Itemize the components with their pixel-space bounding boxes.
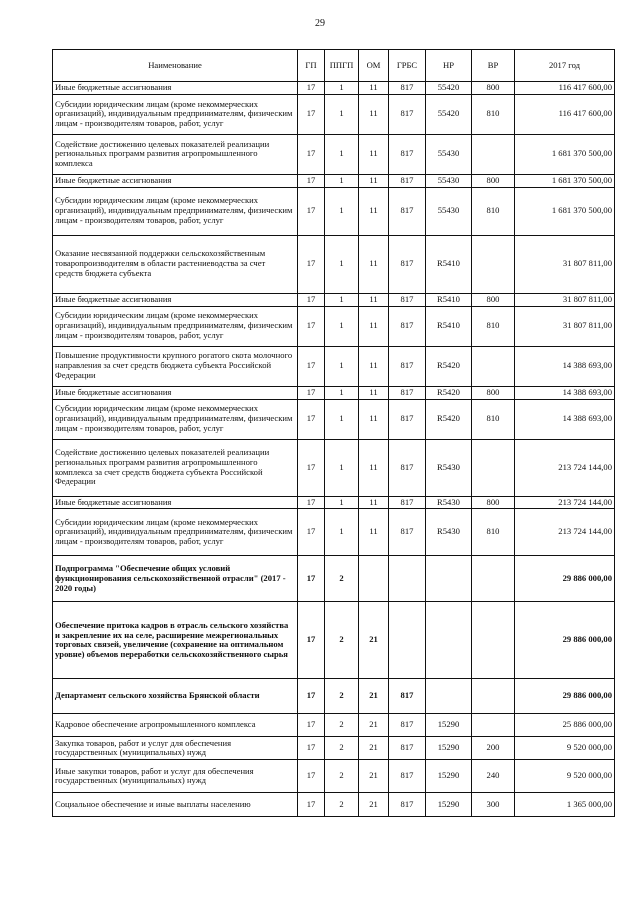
table-cell-om: 21 (359, 602, 389, 679)
table-cell-gp: 17 (298, 386, 325, 399)
table-cell-gp: 17 (298, 714, 325, 737)
table-cell-om: 11 (359, 496, 389, 509)
table-cell-name: Кадровое обеспечение агропромышленного комплекса (53, 714, 298, 737)
table-cell-sum: 213 724 144,00 (515, 509, 615, 556)
table-cell-nr (426, 679, 472, 714)
col-header-grbs: ГРБС (389, 50, 426, 82)
table-cell-name: Обеспечение притока кадров в отрасль сельского хозяйства и закрепление их на селе, расширение межрегиональных торговых связей, увеличение (сохранение на оптимальном уровне) объемов переработки сельскохозяйственного сырья (53, 602, 298, 679)
table-cell-ppgp: 1 (325, 346, 359, 386)
table-cell-ppgp: 1 (325, 82, 359, 95)
table-cell-nr: 55420 (426, 94, 472, 134)
table-cell-om: 11 (359, 235, 389, 293)
table-cell-name: Иные бюджетные ассигнования (53, 386, 298, 399)
table-cell-vr (472, 134, 515, 174)
table-cell-gp: 17 (298, 793, 325, 817)
table-cell-nr: R5410 (426, 235, 472, 293)
table-cell-grbs: 817 (389, 346, 426, 386)
table-cell-sum: 29 886 000,00 (515, 679, 615, 714)
table-cell-om: 11 (359, 386, 389, 399)
table-cell-vr (472, 679, 515, 714)
table-cell-nr: R5420 (426, 386, 472, 399)
table-row (53, 187, 615, 235)
table-cell-gp: 17 (298, 737, 325, 760)
table-cell-vr: 810 (472, 509, 515, 556)
table-cell-grbs: 817 (389, 293, 426, 306)
table-cell-vr (472, 439, 515, 496)
table-cell-sum: 31 807 811,00 (515, 235, 615, 293)
table-cell-ppgp: 2 (325, 760, 359, 793)
table-cell-vr (472, 556, 515, 602)
table-row (53, 793, 615, 817)
table-cell-grbs: 817 (389, 793, 426, 817)
table-cell-ppgp: 1 (325, 509, 359, 556)
table-cell-gp: 17 (298, 293, 325, 306)
table-cell-sum: 14 388 693,00 (515, 346, 615, 386)
table-cell-gp: 17 (298, 346, 325, 386)
table-cell-sum: 14 388 693,00 (515, 399, 615, 439)
table-cell-grbs: 817 (389, 235, 426, 293)
table-cell-sum: 116 417 600,00 (515, 82, 615, 95)
table-cell-grbs: 817 (389, 386, 426, 399)
table-cell-ppgp: 2 (325, 556, 359, 602)
col-header-gp: ГП (298, 50, 325, 82)
col-header-vr: ВР (472, 50, 515, 82)
table-cell-sum: 31 807 811,00 (515, 306, 615, 346)
table-cell-gp: 17 (298, 556, 325, 602)
table-cell-vr: 810 (472, 306, 515, 346)
table-cell-sum: 116 417 600,00 (515, 94, 615, 134)
table-cell-nr (426, 556, 472, 602)
budget-table (52, 49, 615, 817)
table-row (53, 496, 615, 509)
table-cell-vr: 800 (472, 496, 515, 509)
table-cell-name: Субсидии юридическим лицам (кроме некоммерческих организаций), индивидуальным предпринимателям, физическим лицам - производителям товаров, работ, услуг (53, 509, 298, 556)
table-cell-ppgp: 1 (325, 306, 359, 346)
table-cell-name: Социальное обеспечение и иные выплаты населению (53, 793, 298, 817)
table-cell-ppgp: 1 (325, 386, 359, 399)
table-row (53, 174, 615, 187)
table-cell-vr: 800 (472, 293, 515, 306)
table-cell-om: 11 (359, 509, 389, 556)
table-cell-om: 11 (359, 346, 389, 386)
table-row (53, 386, 615, 399)
table-row (53, 346, 615, 386)
table-cell-sum: 1 365 000,00 (515, 793, 615, 817)
table-cell-grbs: 817 (389, 737, 426, 760)
table-cell-ppgp: 2 (325, 679, 359, 714)
table-cell-sum: 1 681 370 500,00 (515, 174, 615, 187)
table-cell-ppgp: 1 (325, 496, 359, 509)
table-cell-gp: 17 (298, 679, 325, 714)
table-cell-vr (472, 602, 515, 679)
table-row (53, 737, 615, 760)
table-cell-ppgp: 1 (325, 187, 359, 235)
table-cell-gp: 17 (298, 439, 325, 496)
table-cell-gp: 17 (298, 94, 325, 134)
table-cell-sum: 31 807 811,00 (515, 293, 615, 306)
table-cell-name: Субсидии юридическим лицам (кроме некоммерческих организаций), индивидуальным предпринимателям, физическим лицам - производителям товаров, работ, услуг (53, 94, 298, 134)
col-header-ppgp: ППГП (325, 50, 359, 82)
table-cell-ppgp: 2 (325, 714, 359, 737)
table-row (53, 556, 615, 602)
table-cell-gp: 17 (298, 174, 325, 187)
table-cell-ppgp: 2 (325, 793, 359, 817)
table-cell-om: 11 (359, 82, 389, 95)
table-cell-gp: 17 (298, 82, 325, 95)
table-cell-om: 11 (359, 134, 389, 174)
table-cell-om: 11 (359, 174, 389, 187)
table-cell-om: 21 (359, 760, 389, 793)
table-cell-nr: 55430 (426, 134, 472, 174)
table-cell-sum: 29 886 000,00 (515, 556, 615, 602)
table-row (53, 760, 615, 793)
table-cell-nr: R5420 (426, 346, 472, 386)
table-cell-gp: 17 (298, 306, 325, 346)
table-row (53, 602, 615, 679)
table-cell-om: 21 (359, 679, 389, 714)
table-cell-name: Содействие достижению целевых показателей реализации региональных программ развития агропромышленного комплекса за счет средств бюджета субъекта Российской Федерации (53, 439, 298, 496)
table-cell-grbs: 817 (389, 174, 426, 187)
table-cell-name: Департамент сельского хозяйства Брянской области (53, 679, 298, 714)
table-cell-grbs (389, 602, 426, 679)
table-row (53, 134, 615, 174)
table-cell-sum: 213 724 144,00 (515, 496, 615, 509)
table-cell-vr: 800 (472, 386, 515, 399)
table-cell-ppgp: 2 (325, 602, 359, 679)
table-cell-gp: 17 (298, 602, 325, 679)
table-cell-ppgp: 2 (325, 737, 359, 760)
col-header-year: 2017 год (515, 50, 615, 82)
table-cell-grbs: 817 (389, 714, 426, 737)
table-cell-grbs: 817 (389, 509, 426, 556)
table-cell-grbs: 817 (389, 679, 426, 714)
table-cell-nr: R5430 (426, 496, 472, 509)
table-cell-grbs: 817 (389, 496, 426, 509)
table-cell-om: 11 (359, 187, 389, 235)
table-cell-om: 11 (359, 306, 389, 346)
table-cell-name: Субсидии юридическим лицам (кроме некоммерческих организаций), индивидуальным предпринимателям, физическим лицам - производителям товаров, работ, услуг (53, 187, 298, 235)
table-cell-nr: R5430 (426, 439, 472, 496)
table-cell-om: 11 (359, 94, 389, 134)
table-cell-grbs: 817 (389, 399, 426, 439)
table-cell-name: Иные бюджетные ассигнования (53, 496, 298, 509)
table-cell-sum: 25 886 000,00 (515, 714, 615, 737)
table-cell-ppgp: 1 (325, 399, 359, 439)
table-cell-vr: 240 (472, 760, 515, 793)
table-cell-vr: 810 (472, 94, 515, 134)
table-cell-grbs: 817 (389, 306, 426, 346)
table-header-row (53, 50, 615, 82)
table-row (53, 94, 615, 134)
table-cell-name: Иные бюджетные ассигнования (53, 82, 298, 95)
col-header-nr: НР (426, 50, 472, 82)
col-header-om: ОМ (359, 50, 389, 82)
table-cell-nr: R5410 (426, 306, 472, 346)
table-row (53, 399, 615, 439)
table-cell-sum: 9 520 000,00 (515, 760, 615, 793)
table-cell-name: Иные бюджетные ассигнования (53, 293, 298, 306)
table-cell-vr: 800 (472, 82, 515, 95)
table-cell-vr: 300 (472, 793, 515, 817)
table-cell-om: 11 (359, 293, 389, 306)
table-cell-nr: 55430 (426, 174, 472, 187)
table-cell-sum: 14 388 693,00 (515, 386, 615, 399)
table-cell-gp: 17 (298, 760, 325, 793)
table-cell-grbs (389, 556, 426, 602)
table-cell-vr: 810 (472, 399, 515, 439)
table-cell-gp: 17 (298, 187, 325, 235)
table-cell-vr: 200 (472, 737, 515, 760)
table-cell-nr: 15290 (426, 714, 472, 737)
table-cell-name: Иные закупки товаров, работ и услуг для обеспечения государственных (муниципальных) нужд (53, 760, 298, 793)
page-number: 29 (315, 18, 325, 29)
table-row (53, 293, 615, 306)
table-cell-gp: 17 (298, 399, 325, 439)
table-cell-nr: 55420 (426, 82, 472, 95)
table-cell-gp: 17 (298, 509, 325, 556)
table-cell-name: Оказание несвязанной поддержки сельскохозяйственным товаропроизводителям в области растениеводства за счет средств бюджета субъекта (53, 235, 298, 293)
table-cell-nr: R5430 (426, 509, 472, 556)
table-cell-om (359, 556, 389, 602)
table-cell-om: 11 (359, 399, 389, 439)
table-cell-ppgp: 1 (325, 174, 359, 187)
table-cell-name: Субсидии юридическим лицам (кроме некоммерческих организаций), индивидуальным предпринимателям, физическим лицам - производителям товаров, работ, услуг (53, 306, 298, 346)
table-cell-vr: 810 (472, 187, 515, 235)
table-cell-vr (472, 346, 515, 386)
table-cell-grbs: 817 (389, 82, 426, 95)
table-cell-nr: R5410 (426, 293, 472, 306)
table-cell-sum: 213 724 144,00 (515, 439, 615, 496)
table-cell-sum: 1 681 370 500,00 (515, 187, 615, 235)
table-cell-sum: 29 886 000,00 (515, 602, 615, 679)
table-cell-om: 21 (359, 737, 389, 760)
table-cell-nr: 15290 (426, 760, 472, 793)
table-cell-grbs: 817 (389, 187, 426, 235)
table-cell-name: Повышение продуктивности крупного рогатого скота молочного направления за счет средств бюджета субъекта Российской Федерации (53, 346, 298, 386)
table-cell-ppgp: 1 (325, 293, 359, 306)
table-cell-name: Закупка товаров, работ и услуг для обеспечения государственных (муниципальных) нужд (53, 737, 298, 760)
table-cell-ppgp: 1 (325, 94, 359, 134)
table-cell-grbs: 817 (389, 760, 426, 793)
table-cell-nr: 15290 (426, 793, 472, 817)
table-cell-nr: 55430 (426, 187, 472, 235)
table-cell-om: 21 (359, 793, 389, 817)
table-cell-grbs: 817 (389, 94, 426, 134)
table-row (53, 82, 615, 95)
table-cell-vr: 800 (472, 174, 515, 187)
table-cell-om: 21 (359, 714, 389, 737)
table-cell-nr: 15290 (426, 737, 472, 760)
table-cell-nr: R5420 (426, 399, 472, 439)
table-cell-name: Содействие достижению целевых показателей реализации региональных программ развития агропромышленного комплекса (53, 134, 298, 174)
table-cell-vr (472, 235, 515, 293)
table-cell-gp: 17 (298, 235, 325, 293)
table-row (53, 306, 615, 346)
table-row (53, 439, 615, 496)
col-header-name: Наименование (53, 50, 298, 82)
table-cell-name: Подпрограмма "Обеспечение общих условий функционирования сельскохозяйственной отрасли" (2017 - 2020 годы) (53, 556, 298, 602)
table-cell-grbs: 817 (389, 439, 426, 496)
table-cell-name: Иные бюджетные ассигнования (53, 174, 298, 187)
table-cell-vr (472, 714, 515, 737)
table-cell-sum: 9 520 000,00 (515, 737, 615, 760)
table-row (53, 509, 615, 556)
table-cell-gp: 17 (298, 496, 325, 509)
table-row (53, 714, 615, 737)
table-cell-sum: 1 681 370 500,00 (515, 134, 615, 174)
table-row (53, 679, 615, 714)
table-cell-ppgp: 1 (325, 235, 359, 293)
table-cell-ppgp: 1 (325, 439, 359, 496)
table-cell-grbs: 817 (389, 134, 426, 174)
table-row (53, 235, 615, 293)
table-cell-name: Субсидии юридическим лицам (кроме некоммерческих организаций), индивидуальным предпринимателям, физическим лицам - производителям товаров, работ, услуг (53, 399, 298, 439)
table-cell-ppgp: 1 (325, 134, 359, 174)
table-cell-om: 11 (359, 439, 389, 496)
table-cell-nr (426, 602, 472, 679)
table-cell-gp: 17 (298, 134, 325, 174)
